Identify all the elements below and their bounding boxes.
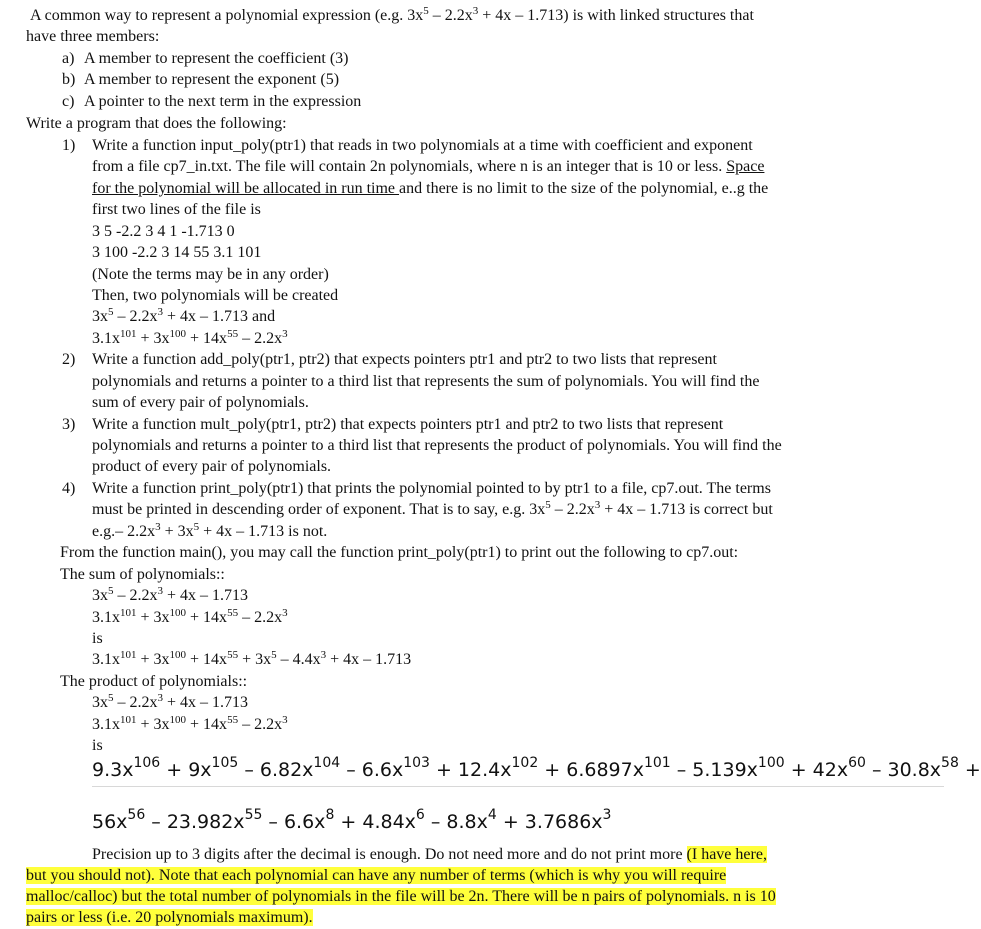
task2-line-1: Write a function add_poly(ptr1, ptr2) that expects pointers ptr1 and ptr2 to two lists that represent [92, 351, 717, 368]
task1-line-4: first two lines of the file is [92, 201, 261, 218]
member-a [62, 49, 348, 69]
closing-line-3 [26, 887, 776, 907]
task1-marker: 1) [62, 137, 76, 154]
sum-is: is [92, 630, 103, 647]
product-result-line-1: $9.3x^{106} + 9x^{105} - 6.82x^{104} - 6.6x^{103} + 12.4x^{102} + 6.6897x^{101} - 5.139x^{100} + 42x^{60} - 30.8x^{58}$ + [92, 755, 981, 781]
task1-poly-1: $3x^5 - 2.2x^3 + 4x - 1.713$ and [92, 306, 276, 325]
member-b [62, 70, 339, 90]
product-poly-2: $3.1x^{101} + 3x^{100} + 14x^{55} - 2.2x^3$ [92, 714, 288, 733]
member-a-text: A member to represent the coefficient (3) [84, 50, 349, 67]
equation-separator [92, 786, 944, 787]
task1-line-2 [92, 157, 764, 177]
closing-highlight-2: but you should not). Note that each polynomial can have any number of terms (which is why you will require [26, 867, 727, 884]
file-line-1: 3 5 -2.2 3 4 1 -1.713 0 [92, 223, 235, 240]
sum-poly-1: $3x^5 - 2.2x^3 + 4x - 1.713$ [92, 585, 249, 604]
task4-line-2: must be printed in descending order of exponent. That is to say, e.g. $3x^5 - 2.2x^3 + 4x - 1.713$ is correct but [92, 499, 773, 518]
task1-line-3b: and there is no limit to the size of the polynomial, e..g the [399, 180, 769, 197]
member-b-text: A member to represent the exponent (5) [84, 71, 340, 88]
task3-line-1: Write a function mult_poly(ptr1, ptr2) that expects pointers ptr1 and ptr2 to two lists that represent [92, 416, 724, 433]
task3-line-3: product of every pair of polynomials. [92, 458, 332, 475]
task1-line-3 [92, 179, 768, 199]
task3-marker: 3) [62, 416, 76, 433]
member-c-text: A pointer to the next term in the expression [84, 93, 362, 110]
member-c [62, 92, 361, 112]
closing-highlight-3: malloc/calloc) but the total number of polynomials in the file will be 2n. There will be n pairs of polynomials. n is 10 [26, 888, 776, 905]
sum-heading: The sum of polynomials:: [60, 566, 225, 583]
task4-line-1: Write a function print_poly(ptr1) that prints the polynomial pointed to by ptr1 to a file, cp7.out. The terms [92, 480, 771, 497]
task1-then: Then, two polynomials will be created [92, 287, 339, 304]
product-poly-1: $3x^5 - 2.2x^3 + 4x - 1.713$ [92, 692, 249, 711]
task1-note: (Note the terms may be in any order) [92, 266, 329, 283]
task4-marker: 4) [62, 480, 76, 497]
from-main-line: From the function main(), you may call the function print_poly(ptr1) to print out the following to cp7.out: [60, 544, 739, 561]
task2-marker: 2) [62, 351, 76, 368]
closing-line-1 [92, 845, 767, 865]
file-line-2: 3 100 -2.2 3 14 55 3.1 101 [92, 244, 262, 261]
task2-line-3: sum of every pair of polynomials. [92, 394, 309, 411]
task1-underline-runtime: for the polynomial will be allocated in run time [92, 180, 400, 197]
sum-poly-2: $3.1x^{101} + 3x^{100} + 14x^{55} - 2.2x^3$ [92, 607, 288, 626]
product-heading: The product of polynomials:: [60, 673, 248, 690]
task4-line-3: e.g.– $2.2x^3 + 3x^5 + 4x - 1.713$ is not. [92, 521, 328, 540]
task1-line-2a: from a file cp7_in.txt. The file will contain 2n polynomials, where n is an integer that is 10 or less. [92, 158, 727, 175]
task3-line-2: polynomials and returns a pointer to a third list that represents the product of polynomials. You will find the [92, 437, 782, 454]
member-c-marker: c) [62, 93, 75, 110]
task2-line-2: polynomials and returns a pointer to a third list that represents the sum of polynomials. You will find the [92, 373, 760, 390]
closing-line-2 [26, 866, 726, 886]
task1-line-1: Write a function input_poly(ptr1) that reads in two polynomials at a time with coefficient and exponent [92, 137, 753, 154]
sum-result: $3.1x^{101} + 3x^{100} + 14x^{55} + 3x^5 - 4.4x^3 + 4x - 1.713$ [92, 649, 412, 668]
closing-line-4 [26, 908, 313, 928]
intro-line-2: have three members: [26, 28, 160, 45]
task1-poly-2: $3.1x^{101} + 3x^{100} + 14x^{55} - 2.2x^3$ [92, 328, 288, 347]
member-b-marker: b) [62, 71, 76, 88]
closing-line-1a: Precision up to 3 digits after the decimal is enough. Do not need more and do not print more [92, 846, 687, 863]
task1-underline-space: Space [726, 158, 765, 175]
closing-highlight-1: (I have here, [686, 846, 767, 863]
intro-line-1: A common way to represent a polynomial expression (e.g. $3x^5 - 2.2x^3 + 4x - 1.713$) is with linked structures that [30, 5, 754, 24]
closing-highlight-4: pairs or less (i.e. 20 polynomials maximum). [26, 909, 313, 926]
member-a-marker: a) [62, 50, 75, 67]
product-result-line-2: $56x^{56} - 23.982x^{55} - 6.6x^8 + 4.84x^6 - 8.8x^4 + 3.7686x^3$ [92, 807, 612, 833]
write-program-heading: Write a program that does the following: [26, 115, 287, 132]
product-is: is [92, 737, 103, 754]
